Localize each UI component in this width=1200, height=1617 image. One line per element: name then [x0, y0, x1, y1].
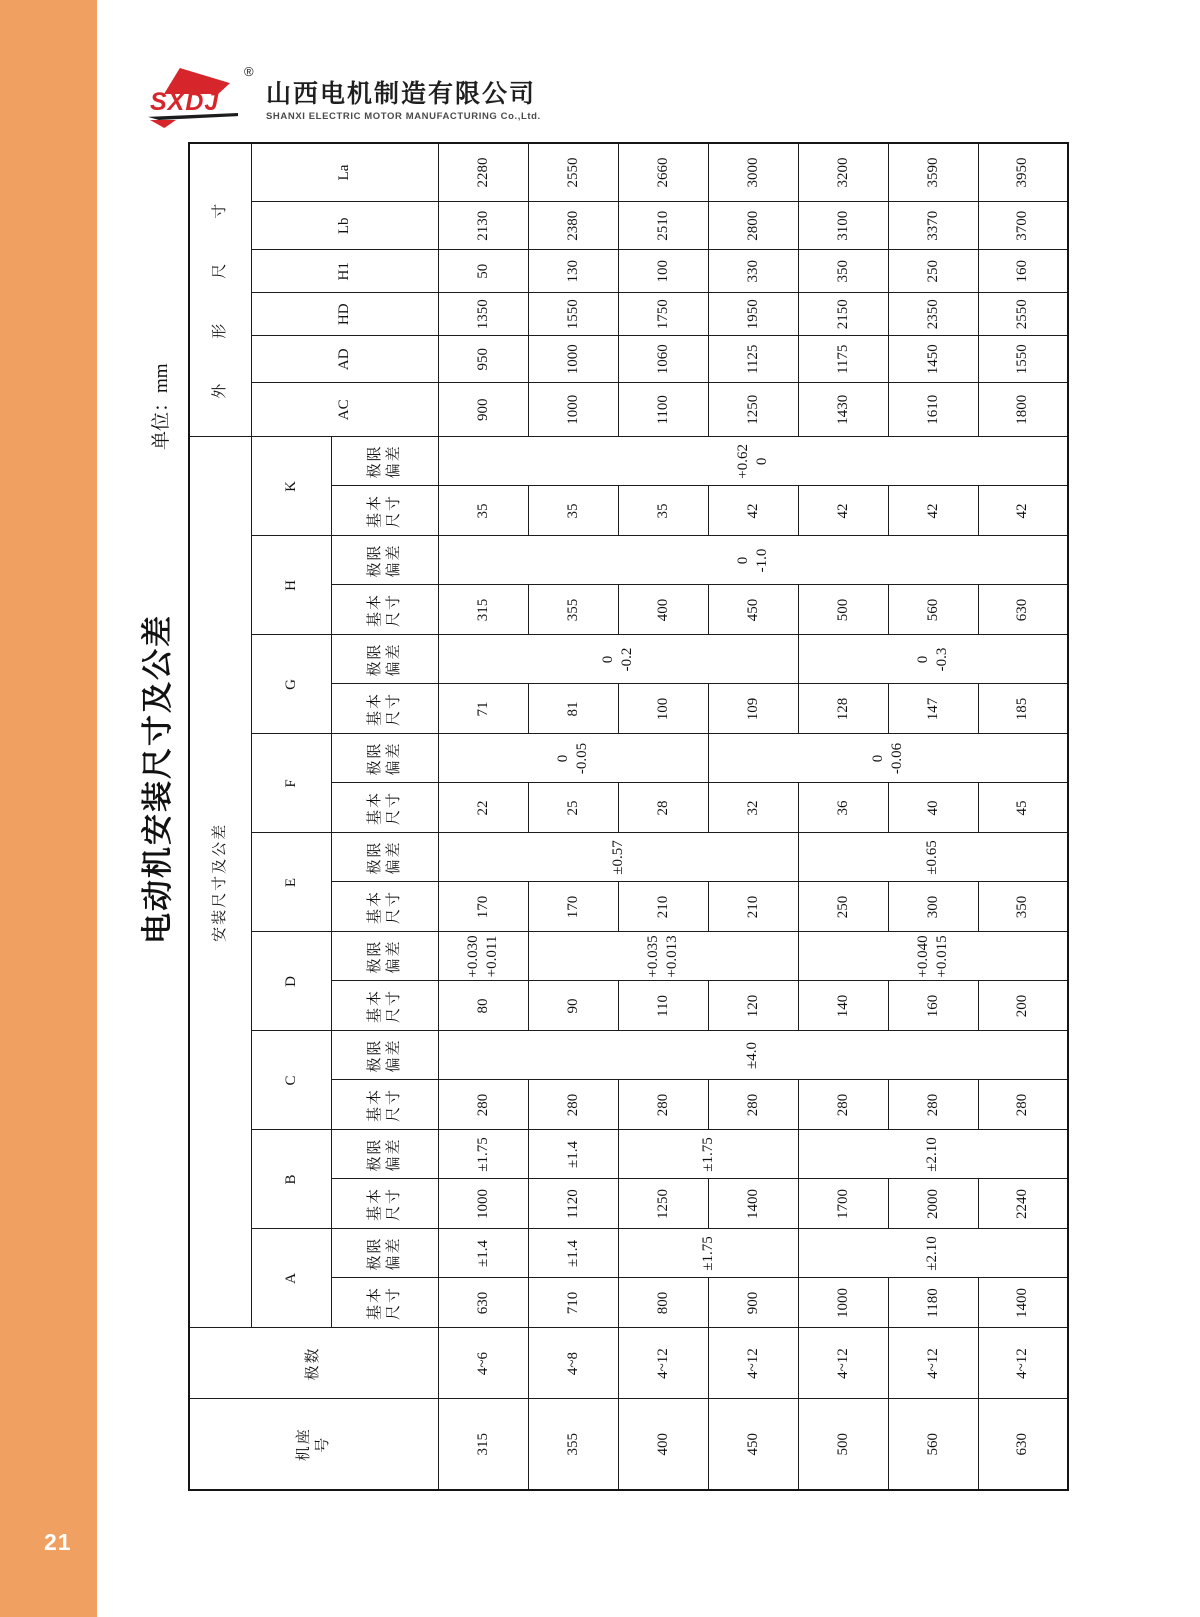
- td-315-E: 170: [438, 882, 528, 932]
- td-450-C: 280: [708, 1080, 798, 1130]
- td-630-F: 45: [978, 783, 1068, 833]
- td-500-B: 1700: [798, 1179, 888, 1229]
- header-dim-AC: AC: [251, 383, 438, 437]
- td-630-Lb: 3700: [978, 202, 1068, 250]
- td-315-D: 80: [438, 981, 528, 1031]
- td-450-poles: 4~12: [708, 1328, 798, 1399]
- td-500-K: 42: [798, 486, 888, 536]
- td-630-B: 2240: [978, 1179, 1068, 1229]
- rotated-table-block: [130, 141, 1070, 1493]
- td-630-D: 200: [978, 981, 1068, 1031]
- header-dim-D: D: [251, 932, 331, 1031]
- header-poles: 极数: [189, 1328, 438, 1399]
- td-355-AD: 1000: [528, 336, 618, 383]
- td-315-AD: 950: [438, 336, 528, 383]
- td-315-D-tol: +0.030 +0.011: [438, 932, 528, 981]
- td-315-C: 280: [438, 1080, 528, 1130]
- td-400-E: 210: [618, 882, 708, 932]
- td-B-tol-400-450: ±1.75: [618, 1130, 798, 1179]
- td-400-AD: 1060: [618, 336, 708, 383]
- td-500-Lb: 3100: [798, 202, 888, 250]
- header-dim-A: A: [251, 1229, 331, 1328]
- td-560-Lb: 3370: [888, 202, 978, 250]
- header-limit-K: 极限 偏差: [331, 437, 438, 486]
- header-limit-F: 极限 偏差: [331, 734, 438, 783]
- td-B-tol-500-630: ±2.10: [798, 1130, 1068, 1179]
- td-450-AD: 1125: [708, 336, 798, 383]
- td-560-La: 3590: [888, 143, 978, 202]
- td-560-C: 280: [888, 1080, 978, 1130]
- td-500-H1: 350: [798, 250, 888, 293]
- td-F-tol-450-630: 0 -0.06: [708, 734, 1068, 783]
- header-limit-B: 极限 偏差: [331, 1130, 438, 1179]
- header-frame-number: 机座 号: [189, 1399, 438, 1490]
- td-355-La: 2550: [528, 143, 618, 202]
- td-315-AC: 900: [438, 383, 528, 437]
- td-560-E: 300: [888, 882, 978, 932]
- td-G-tol-500-630: 0 -0.3: [798, 635, 1068, 684]
- td-400-A: 800: [618, 1278, 708, 1328]
- td-560-H: 560: [888, 585, 978, 635]
- td-630-AC: 1800: [978, 383, 1068, 437]
- td-500-HD: 2150: [798, 293, 888, 336]
- td-400-F: 28: [618, 783, 708, 833]
- header-dim-H: H: [251, 536, 331, 635]
- td-560-B: 2000: [888, 1179, 978, 1229]
- td-560-frame: 560: [888, 1399, 978, 1490]
- unit-label: 单位：mm: [151, 363, 172, 450]
- td-500-La: 3200: [798, 143, 888, 202]
- td-560-K: 42: [888, 486, 978, 536]
- td-560-F: 40: [888, 783, 978, 833]
- td-500-frame: 500: [798, 1399, 888, 1490]
- td-500-D: 140: [798, 981, 888, 1031]
- td-315-H: 315: [438, 585, 528, 635]
- td-560-A: 1180: [888, 1278, 978, 1328]
- td-315-poles: 4~6: [438, 1328, 528, 1399]
- td-400-D: 110: [618, 981, 708, 1031]
- logo-mark-text: SXDJ: [150, 88, 220, 116]
- header-basic-K: 基本 尺寸: [331, 486, 438, 536]
- td-315-K: 35: [438, 486, 528, 536]
- td-E-tol-315-450: ±0.57: [438, 833, 798, 882]
- td-630-H1: 160: [978, 250, 1068, 293]
- header-limit-G: 极限 偏差: [331, 635, 438, 684]
- td-500-E: 250: [798, 882, 888, 932]
- td-400-C: 280: [618, 1080, 708, 1130]
- td-315-H1: 50: [438, 250, 528, 293]
- header-limit-E: 极限 偏差: [331, 833, 438, 882]
- header-install-group: 安装尺寸及公差: [189, 437, 251, 1328]
- td-400-La: 2660: [618, 143, 708, 202]
- header-basic-G: 基本 尺寸: [331, 684, 438, 734]
- td-500-G: 128: [798, 684, 888, 734]
- td-400-frame: 400: [618, 1399, 708, 1490]
- td-630-La: 3950: [978, 143, 1068, 202]
- td-315-Lb: 2130: [438, 202, 528, 250]
- td-355-B: 1120: [528, 1179, 618, 1229]
- td-400-G: 100: [618, 684, 708, 734]
- td-500-poles: 4~12: [798, 1328, 888, 1399]
- td-450-H: 450: [708, 585, 798, 635]
- td-315-A: 630: [438, 1278, 528, 1328]
- td-630-HD: 2550: [978, 293, 1068, 336]
- td-355-HD: 1550: [528, 293, 618, 336]
- td-D-tol-500-630: +0.040 +0.015: [798, 932, 1068, 981]
- td-D-tol-355-450: +0.035 +0.013: [528, 932, 798, 981]
- td-450-frame: 450: [708, 1399, 798, 1490]
- td-560-AD: 1450: [888, 336, 978, 383]
- td-355-B-tol: ±1.4: [528, 1130, 618, 1179]
- company-name-en: SHANXI ELECTRIC MOTOR MANUFACTURING Co.,Ltd.: [266, 111, 541, 122]
- header-limit-C: 极限 偏差: [331, 1031, 438, 1080]
- td-450-Lb: 2800: [708, 202, 798, 250]
- td-315-G: 71: [438, 684, 528, 734]
- td-450-HD: 1950: [708, 293, 798, 336]
- header-dim-B: B: [251, 1130, 331, 1229]
- td-G-tol-315-450: 0 -0.2: [438, 635, 798, 684]
- header-basic-B: 基本 尺寸: [331, 1179, 438, 1229]
- td-355-AC: 1000: [528, 383, 618, 437]
- td-560-D: 160: [888, 981, 978, 1031]
- td-400-HD: 1750: [618, 293, 708, 336]
- td-355-E: 170: [528, 882, 618, 932]
- td-450-H1: 330: [708, 250, 798, 293]
- td-560-H1: 250: [888, 250, 978, 293]
- td-500-A: 1000: [798, 1278, 888, 1328]
- td-400-H: 400: [618, 585, 708, 635]
- td-H-tol-all: 0 -1.0: [438, 536, 1068, 585]
- sxdj-logo-icon: [148, 68, 240, 120]
- header-basic-D: 基本 尺寸: [331, 981, 438, 1031]
- td-355-D: 90: [528, 981, 618, 1031]
- td-315-frame: 315: [438, 1399, 528, 1490]
- page-title: 电动机安装尺寸及公差: [140, 614, 175, 944]
- td-315-B: 1000: [438, 1179, 528, 1229]
- td-315-A-tol: ±1.4: [438, 1229, 528, 1278]
- td-355-H: 355: [528, 585, 618, 635]
- td-355-F: 25: [528, 783, 618, 833]
- td-355-poles: 4~8: [528, 1328, 618, 1399]
- td-355-K: 35: [528, 486, 618, 536]
- td-500-AC: 1430: [798, 383, 888, 437]
- td-400-K: 35: [618, 486, 708, 536]
- td-F-tol-315-400: 0 -0.05: [438, 734, 708, 783]
- header-basic-E: 基本 尺寸: [331, 882, 438, 932]
- header-dim-La: La: [251, 143, 438, 202]
- registered-trademark-icon: ®: [244, 64, 254, 79]
- td-450-E: 210: [708, 882, 798, 932]
- header-dim-C: C: [251, 1031, 331, 1130]
- td-450-F: 32: [708, 783, 798, 833]
- td-315-F: 22: [438, 783, 528, 833]
- td-630-C: 280: [978, 1080, 1068, 1130]
- td-560-HD: 2350: [888, 293, 978, 336]
- header-dim-HD: HD: [251, 293, 438, 336]
- td-500-C: 280: [798, 1080, 888, 1130]
- td-560-poles: 4~12: [888, 1328, 978, 1399]
- td-630-E: 350: [978, 882, 1068, 932]
- header-dim-E: E: [251, 833, 331, 932]
- td-355-H1: 130: [528, 250, 618, 293]
- td-400-poles: 4~12: [618, 1328, 708, 1399]
- header-basic-H: 基本 尺寸: [331, 585, 438, 635]
- header-dim-G: G: [251, 635, 331, 734]
- header-dim-AD: AD: [251, 336, 438, 383]
- td-450-AC: 1250: [708, 383, 798, 437]
- td-630-frame: 630: [978, 1399, 1068, 1490]
- header-basic-C: 基本 尺寸: [331, 1080, 438, 1130]
- td-500-H: 500: [798, 585, 888, 635]
- header-dim-Lb: Lb: [251, 202, 438, 250]
- td-630-poles: 4~12: [978, 1328, 1068, 1399]
- td-355-A: 710: [528, 1278, 618, 1328]
- td-630-K: 42: [978, 486, 1068, 536]
- td-450-A: 900: [708, 1278, 798, 1328]
- td-630-AD: 1550: [978, 336, 1068, 383]
- td-450-D: 120: [708, 981, 798, 1031]
- motor-dimensions-table: [188, 142, 1069, 1491]
- header-dim-H1: H1: [251, 250, 438, 293]
- header-limit-D: 极限 偏差: [331, 932, 438, 981]
- td-400-B: 1250: [618, 1179, 708, 1229]
- td-A-tol-500-630: ±2.10: [798, 1229, 1068, 1278]
- td-630-H: 630: [978, 585, 1068, 635]
- td-355-G: 81: [528, 684, 618, 734]
- td-315-La: 2280: [438, 143, 528, 202]
- td-560-G: 147: [888, 684, 978, 734]
- page-number: 21: [44, 1529, 72, 1555]
- header-dim-F: F: [251, 734, 331, 833]
- header-basic-A: 基本 尺寸: [331, 1278, 438, 1328]
- td-A-tol-400-450: ±1.75: [618, 1229, 798, 1278]
- td-500-AD: 1175: [798, 336, 888, 383]
- company-name-cn: 山西电机制造有限公司: [266, 80, 537, 108]
- td-E-tol-500-630: ±0.65: [798, 833, 1068, 882]
- header-basic-F: 基本 尺寸: [331, 783, 438, 833]
- td-K-tol-all: +0.62 0: [438, 437, 1068, 486]
- td-560-AC: 1610: [888, 383, 978, 437]
- header-outline-group: 外形尺寸: [189, 143, 251, 437]
- td-400-AC: 1100: [618, 383, 708, 437]
- td-630-G: 185: [978, 684, 1068, 734]
- td-630-A: 1400: [978, 1278, 1068, 1328]
- td-500-F: 36: [798, 783, 888, 833]
- td-400-Lb: 2510: [618, 202, 708, 250]
- td-315-B-tol: ±1.75: [438, 1130, 528, 1179]
- header-limit-A: 极限 偏差: [331, 1229, 438, 1278]
- td-450-G: 109: [708, 684, 798, 734]
- header-limit-H: 极限 偏差: [331, 536, 438, 585]
- logo-triangle-shape: [150, 120, 176, 128]
- header-dim-K: K: [251, 437, 331, 536]
- td-315-HD: 1350: [438, 293, 528, 336]
- td-C-tol-all: ±4.0: [438, 1031, 1068, 1080]
- td-355-C: 280: [528, 1080, 618, 1130]
- td-355-Lb: 2380: [528, 202, 618, 250]
- td-355-A-tol: ±1.4: [528, 1229, 618, 1278]
- td-450-B: 1400: [708, 1179, 798, 1229]
- td-400-H1: 100: [618, 250, 708, 293]
- td-450-La: 3000: [708, 143, 798, 202]
- td-450-K: 42: [708, 486, 798, 536]
- td-355-frame: 355: [528, 1399, 618, 1490]
- left-accent-stripe: [0, 0, 97, 1617]
